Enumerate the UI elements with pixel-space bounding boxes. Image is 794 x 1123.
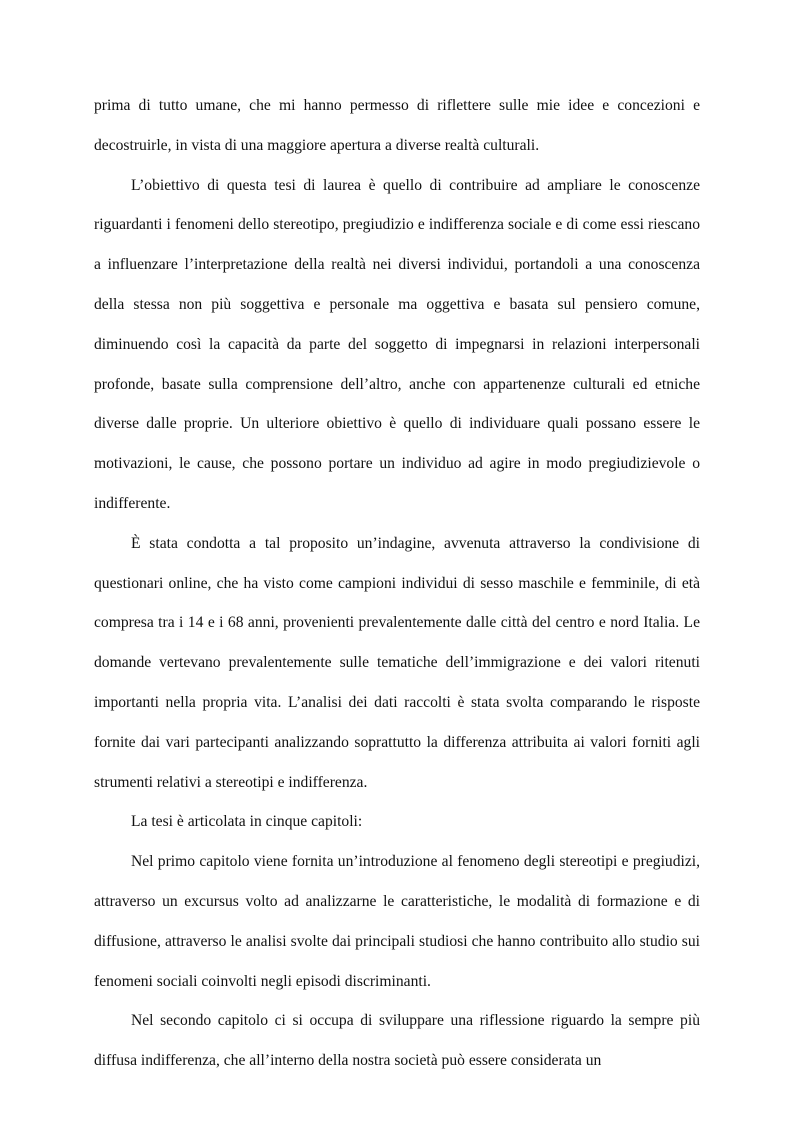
document-page	[94, 86, 700, 1081]
paragraph-objective: L’obiettivo di questa tesi di laurea è quello di contribuire ad ampliare le conoscenze riguardanti i fenomeni dello stereotipo, pregiudizio e indifferenza sociale e di come essi riescano a influenzare l’interpretazione della realtà nei diversi individui, portandoli a una conoscenza della stessa non più soggettiva e personale ma oggettiva e basata sul pensiero comune, diminuendo così la capacità da parte del soggetto di impegnarsi in relazioni interpersonali profonde, basate sulla comprensione dell’altro, anche con appartenenze culturali ed etniche diverse dalle proprie. Un ulteriore obiettivo è quello di individuare quali possano essere le motivazioni, le cause, che possono portare un individuo ad agire in modo pregiudizievole o indifferente.	[94, 176, 700, 512]
paragraph-structure: La tesi è articolata in cinque capitoli:	[131, 813, 363, 831]
paragraph-chapter-two: Nel secondo capitolo ci si occupa di sviluppare una riflessione riguardo la sempre più diffusa indifferenza, che all’interno della nostra società può essere considerata un	[94, 1012, 700, 1070]
paragraph-survey: È stata condotta a tal proposito un’indagine, avvenuta attraverso la condivisione di questionari online, che ha visto come campioni individui di sesso maschile e femminile, di età compresa tra i 14 e i 68 anni, provenienti prevalentemente dalle città del centro e nord Italia. Le domande vertevano prevalentemente sulle tematiche dell’immigrazione e dei valori ritenuti importanti nella propria vita. L’analisi dei dati raccolti è stata svolta comparando le risposte fornite dai vari partecipanti analizzando soprattutto la differenza attribuita ai valori forniti agli strumenti relativi a stereotipi e indifferenza.	[94, 534, 700, 791]
paragraph-continuation: prima di tutto umane, che mi hanno permesso di riflettere sulle mie idee e concezioni e decostruirle, in vista di una maggiore apertura a diverse realtà culturali.	[94, 97, 700, 154]
paragraph-chapter-one: Nel primo capitolo viene fornita un’introduzione al fenomeno degli stereotipi e pregiudizi, attraverso un excursus volto ad analizzarne le caratteristiche, le modalità di formazione e di diffusione, attraverso le analisi svolte dai principali studiosi che hanno contribuito allo studio sui fenomeni sociali coinvolti negli episodi discriminanti.	[94, 853, 700, 990]
